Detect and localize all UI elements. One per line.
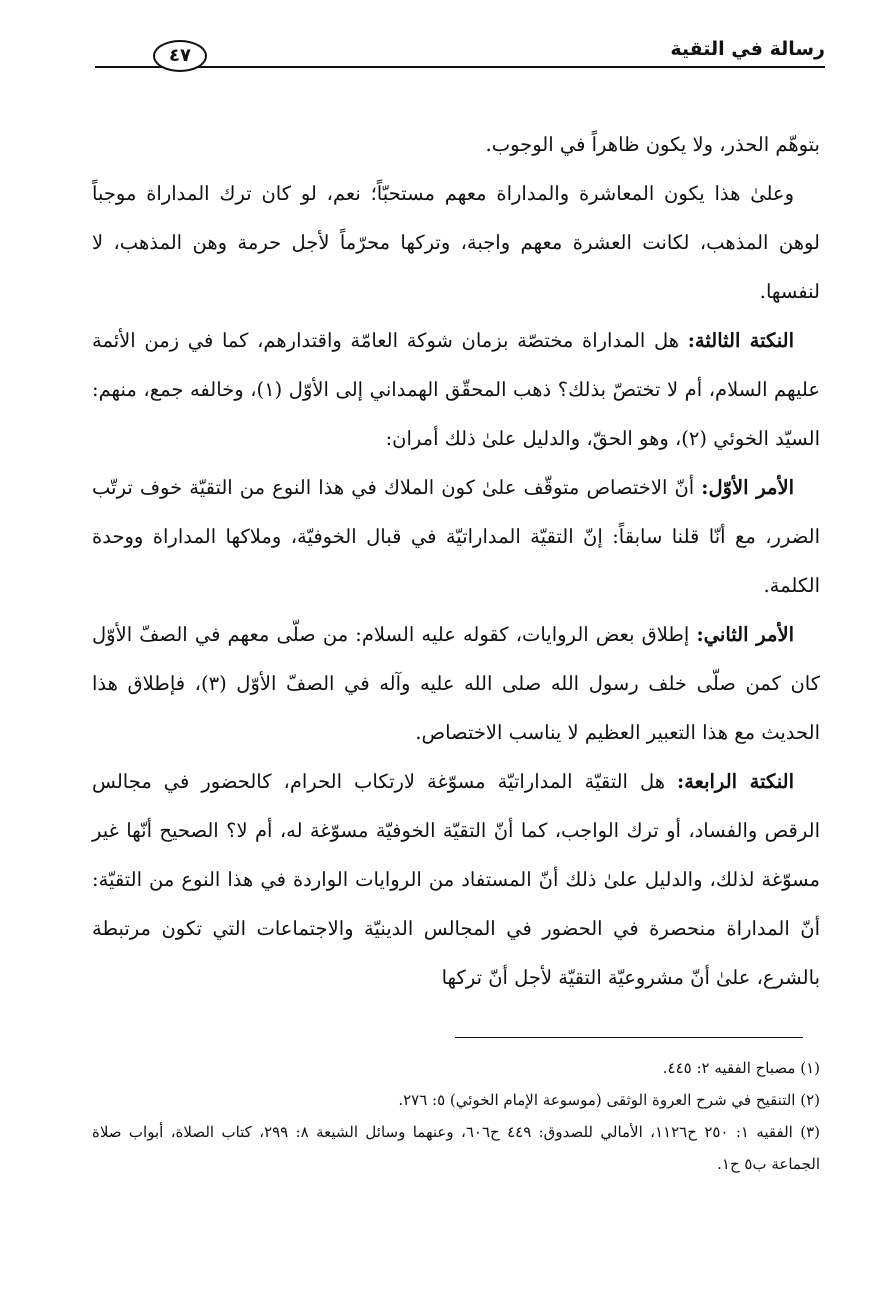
page-number-badge: ٤٧ bbox=[153, 40, 207, 72]
paragraph-text: بتوهّم الحذر، ولا يكون ظاهراً في الوجوب. bbox=[485, 133, 820, 156]
footnote: (٣) الفقيه ١: ٢٥٠ ح١١٢٦، الأمالي للصدوق: ٤٤٩ ح٦٠٦، وعنهما وسائل الشيعة ٨: ٢٩٩، كتاب الصلاة، أبواب صلاة الجماعة ب٥ ح١. bbox=[92, 1123, 821, 1173]
paragraph-text: هل المداراة مختصّة بزمان شوكة العامّة واقتدارهم، كما في زمن الأئمة عليهم السلام، أم لا تختصّ بذلك؟ ذهب المحقّق الهمداني إلى الأوّل (١)، وخالفه جمع، منهم: السيّد الخوئي (٢)، وهو الحقّ، والدليل علىٰ ذلك أمران: bbox=[92, 329, 820, 450]
page-header bbox=[95, 32, 825, 80]
section-paragraph bbox=[92, 610, 820, 757]
header-rule bbox=[95, 66, 825, 68]
paragraph bbox=[92, 120, 820, 169]
paragraph-text: إطلاق بعض الروايات، كقوله عليه السلام: من صلّى معهم في الصفّ الأوّل كان كمن صلّى خلف رسول الله صلى الله عليه وآله في الصفّ الأوّل (٣)، فإطلاق هذا الحديث مع هذا التعبير العظيم لا يناسب الاختصاص. bbox=[92, 623, 820, 744]
paragraph-text: وعلىٰ هذا يكون المعاشرة والمداراة معهم مستحبّاً؛ نعم، لو كان ترك المداراة موجباً لوهن المذهب، لكانت العشرة معهم واجبة، وتركها محرّماً لأجل حرمة وهن المذهب، لا لنفسها. bbox=[92, 182, 820, 303]
footnote-separator bbox=[455, 1037, 803, 1038]
section-paragraph bbox=[92, 757, 820, 1002]
body-text bbox=[92, 120, 820, 1002]
section-heading: الأمر الثاني: bbox=[696, 623, 794, 646]
footnotes bbox=[92, 1052, 820, 1180]
section-paragraph bbox=[92, 316, 820, 463]
section-heading: الأمر الأوّل: bbox=[701, 476, 795, 499]
section-heading: النكتة الرابعة: bbox=[677, 770, 795, 793]
footnote: (٢) التنقيح في شرح العروة الوثقى (موسوعة الإمام الخوئي) ٥: ٢٧٦. bbox=[398, 1091, 820, 1109]
paragraph-text: أنّ الاختصاص متوقّف علىٰ كون الملاك في هذا النوع من التقيّة خوف ترتّب الضرر، مع أنّا قلنا سابقاً: إنّ التقيّة المداراتيّة في قبال الخوفيّة، وملاكها المداراة ووحدة الكلمة. bbox=[92, 476, 820, 597]
section-heading: النكتة الثالثة: bbox=[687, 329, 794, 352]
section-paragraph bbox=[92, 463, 820, 610]
footnote: (١) مصباح الفقيه ٢: ٤٤٥. bbox=[662, 1059, 820, 1077]
running-title: رسالة في التقية bbox=[670, 38, 825, 60]
paragraph bbox=[92, 169, 820, 316]
paragraph-text: هل التقيّة المداراتيّة مسوّغة لارتكاب الحرام، كالحضور في مجالس الرقص والفساد، أو ترك الواجب، كما أنّ التقيّة الخوفيّة مسوّغة له، أم لا؟ الصحيح أنّها غير مسوّغة لذلك، والدليل علىٰ ذلك أنّ المستفاد من الروايات الواردة في هذا النوع من التقيّة: أنّ المداراة منحصرة في الحضور في المجالس الدينيّة والاجتماعات التي تكون مرتبطة بالشرع، علىٰ أنّ مشروعيّة التقيّة لأجل أنّ تركها bbox=[92, 770, 820, 989]
